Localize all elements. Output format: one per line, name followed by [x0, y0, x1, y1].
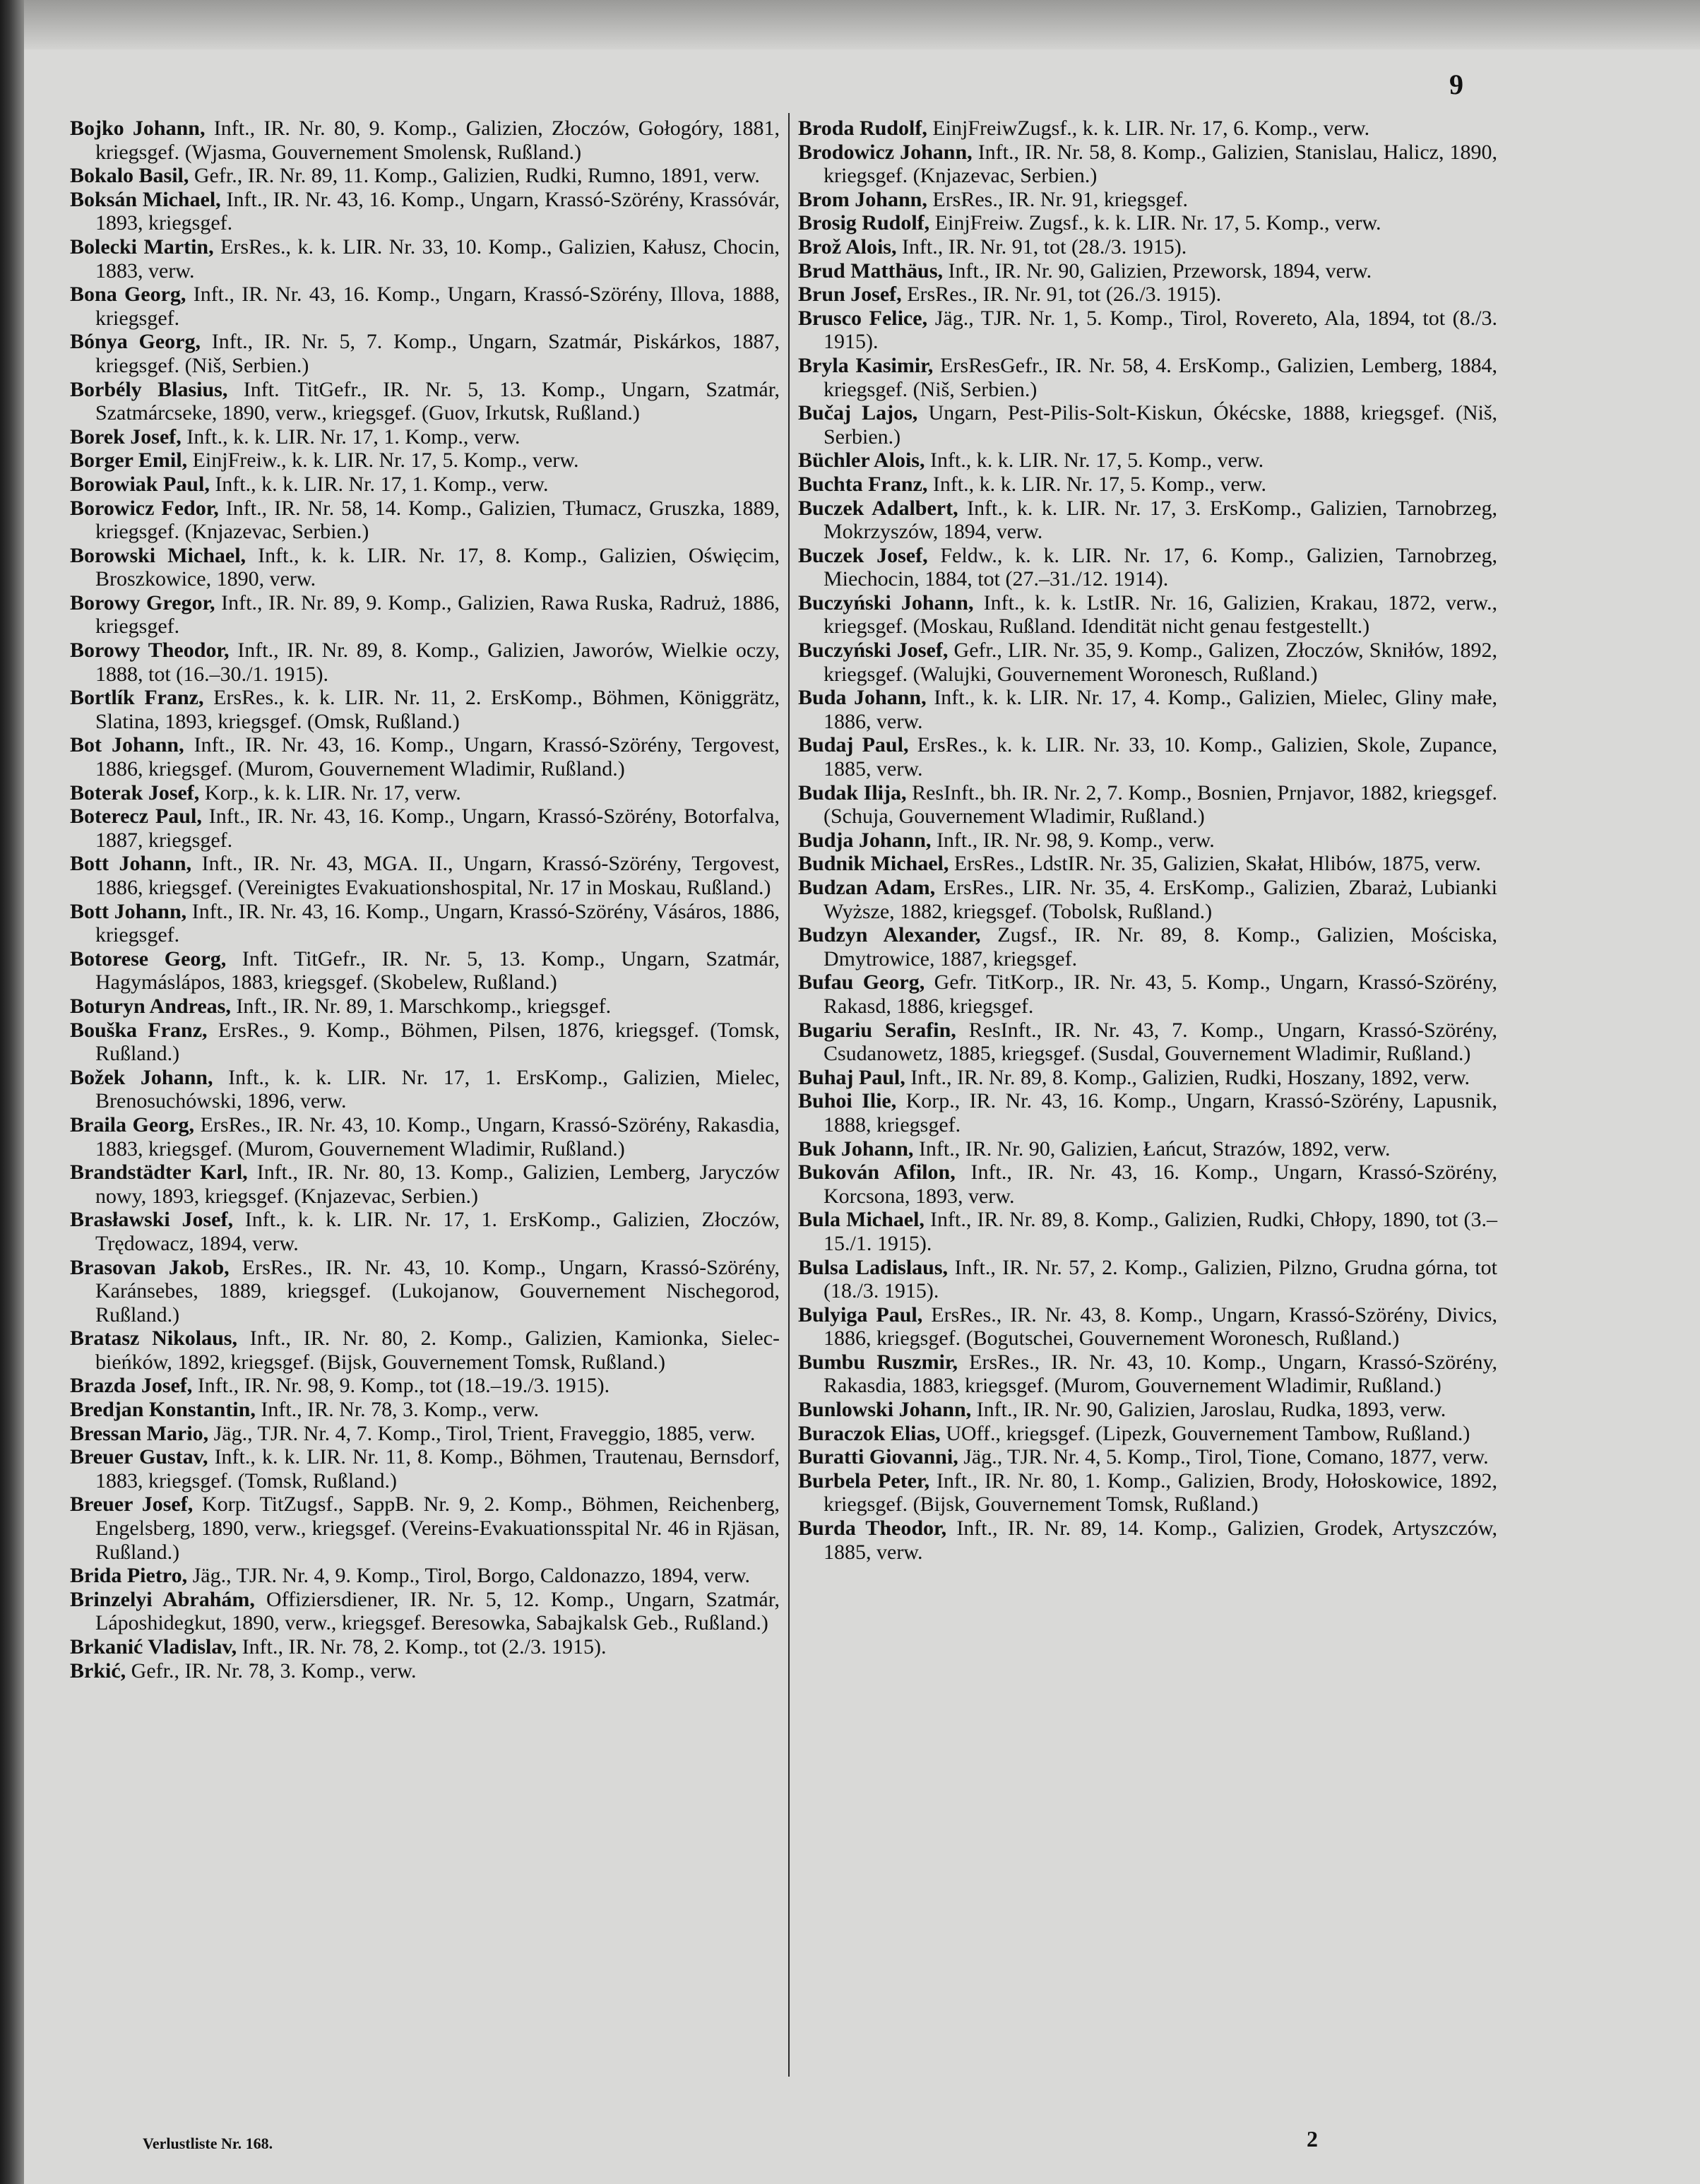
- entry-name: Bolecki Martin,: [70, 235, 214, 259]
- entry-name: Breuer Gustav,: [70, 1445, 208, 1469]
- entry-name: Boterak Josef,: [70, 781, 200, 805]
- list-entry: [798, 852, 1497, 876]
- entry-name: Brodowicz Johann,: [798, 140, 973, 164]
- list-entry: [70, 449, 780, 473]
- entry-details: Inft., IR. Nr. 5, 7. Komp., Ungarn, Szatmár, Piskárkos, 1887, kriegsgef. (Niš, Serbien.): [95, 330, 780, 377]
- entry-details: Inft., IR. Nr. 80, 13. Komp., Galizien, Lemberg, Jaryczów nowy, 1893, kriegsgef. (Knjazevac, Serbien.): [95, 1161, 780, 1208]
- entry-details: Ungarn, Pest-Pilis-Solt-Kiskun, Ókécske, 1888, kriegsgef. (Niš, Serbien.): [824, 401, 1498, 449]
- entry-name: Buhoi Ilie,: [798, 1089, 897, 1113]
- list-entry: [70, 425, 780, 449]
- entry-name: Buraczok Elias,: [798, 1421, 941, 1445]
- entry-details: EinjFreiw. Zugsf., k. k. LIR. Nr. 17, 5. Komp., verw.: [934, 211, 1381, 235]
- entry-name: Burda Theodor,: [798, 1517, 947, 1541]
- entry-details: Inft., IR. Nr. 80, 1. Komp., Galizien, Brody, Hołoskowice, 1892, kriegsgef. (Bijsk, Gouvernement Tomsk, Rußland.): [824, 1468, 1498, 1517]
- list-entry: [70, 1113, 780, 1161]
- entry-details: Inft., IR. Nr. 89, 9. Komp., Galizien, Rawa Ruska, Radruż, 1886, kriegsgef.: [95, 590, 780, 639]
- list-entry: [798, 876, 1497, 923]
- entry-details: Inft., k. k. LIR. Nr. 17, 1. Komp., verw.: [186, 425, 521, 449]
- entry-details: ErsRes., IR. Nr. 43, 8. Komp., Ungarn, Krassó-Szörény, Divics, 1886, kriegsgef. (Bogutschei, Gouvernement Woronesch, Rußland.): [824, 1302, 1497, 1351]
- entry-details: Inft., IR. Nr. 89, 8. Komp., Galizien, Jaworów, Wielkie oczy, 1888, tot (16.–30./1. 1915).: [95, 639, 780, 686]
- entry-name: Brosig Rudolf,: [798, 211, 930, 235]
- entry-details: ErsRes., IR. Nr. 43, 10. Komp., Ungarn, Krassó-Szörény, Rakasdia, 1883, kriegsgef. (Murom, Gouvernement Wladimir, Rußland.): [824, 1350, 1498, 1398]
- entry-details: Inft. TitGefr., IR. Nr. 5, 13. Komp., Ungarn, Szatmár, Hagymáslápos, 1883, kriegsgef. (Skobelew, Rußland.): [95, 946, 780, 995]
- list-entry: [798, 923, 1497, 971]
- list-entry: [798, 639, 1497, 686]
- entry-details: Inft., IR. Nr. 57, 2. Komp., Galizien, Pilzno, Grudna górna, tot (18./3. 1915).: [824, 1255, 1497, 1303]
- entry-name: Budzyn Alexander,: [798, 923, 981, 947]
- list-entry: [798, 1256, 1497, 1303]
- entry-name: Buchta Franz,: [798, 472, 928, 496]
- entry-details: Jäg., TJR. Nr. 1, 5. Komp., Tirol, Rovereto, Ala, 1894, tot (8./3. 1915).: [824, 306, 1498, 354]
- list-entry: [70, 686, 780, 733]
- signature-mark: 2: [1307, 2126, 1318, 2152]
- entry-name: Buczyński Johann,: [798, 590, 974, 615]
- list-entry: [798, 1422, 1497, 1446]
- entry-details: Feldw., k. k. LIR. Nr. 17, 6. Komp., Galizien, Tarnobrzeg, Miechocin, 1884, tot (27.–31./12. 1914).: [824, 543, 1498, 591]
- list-entry: [70, 330, 780, 377]
- list-entry: [70, 781, 780, 805]
- list-entry: [798, 283, 1497, 307]
- list-entry: [798, 1351, 1497, 1398]
- list-entry: [70, 1659, 780, 1683]
- entry-name: Bukován Afilon,: [798, 1161, 956, 1185]
- list-entry: [70, 1208, 780, 1255]
- entry-details: EinjFreiwZugsf., k. k. LIR. Nr. 17, 6. Komp., verw.: [932, 117, 1370, 140]
- list-entry: [798, 235, 1497, 259]
- list-entry: [798, 307, 1497, 354]
- list-entry: [798, 1303, 1497, 1351]
- entry-name: Bula Michael,: [798, 1208, 925, 1232]
- list-entry: [70, 1019, 780, 1066]
- list-entry: [70, 1635, 780, 1659]
- entry-details: Inft., IR. Nr. 90, Galizien, Łańcut, Strazów, 1892, verw.: [918, 1136, 1391, 1161]
- entry-details: Offiziersdiener, IR. Nr. 5, 12. Komp., Ungarn, Szatmár, Láposhidegkut, 1890, verw., kriegsgef. Beresowka, Sabajkalsk Geb., Rußland.): [95, 1587, 780, 1635]
- list-entry: [798, 686, 1497, 733]
- list-entry: [70, 1588, 780, 1635]
- entry-name: Budja Johann,: [798, 828, 932, 852]
- entry-name: Bredjan Konstantin,: [70, 1398, 256, 1422]
- entry-name: Boturyn Andreas,: [70, 994, 231, 1018]
- entry-details: ErsRes., k. k. LIR. Nr. 33, 10. Komp., Galizien, Kałusz, Chocin, 1883, verw.: [95, 235, 780, 283]
- entry-details: ResInft., bh. IR. Nr. 2, 7. Komp., Bosnien, Prnjavor, 1882, kriegsgef. (Schuja, Gouvernement Wladimir, Rußland.): [824, 781, 1497, 829]
- page-number: 9: [1449, 69, 1463, 100]
- list-entry: [70, 1564, 780, 1588]
- entry-name: Borowicz Fedor,: [70, 496, 219, 520]
- entry-details: ErsRes., IR. Nr. 91, kriegsgef.: [932, 187, 1188, 211]
- entry-name: Borbély Blasius,: [70, 377, 228, 401]
- list-entry: [798, 1066, 1497, 1090]
- entry-details: Inft., IR. Nr. 43, MGA. II., Ungarn, Krassó-Szörény, Tergovest, 1886, kriegsgef. (Vereinigtes Evakuationshospital, Nr. 17 in Moskau, Rußland.): [95, 852, 780, 899]
- entry-name: Brud Matthäus,: [798, 259, 944, 283]
- list-entry: [798, 1019, 1497, 1066]
- entry-name: Breuer Josef,: [70, 1492, 194, 1517]
- entry-details: Inft. TitGefr., IR. Nr. 5, 13. Komp., Ungarn, Szatmár, Szatmárcseke, 1890, verw., kriegsgef. (Guov, Irkutsk, Rußland.): [95, 377, 780, 425]
- entry-details: Inft., IR. Nr. 78, 2. Komp., tot (2./3. 1915).: [242, 1635, 607, 1658]
- list-entry: [70, 473, 780, 497]
- entry-details: Korp. TitZugsf., SappB. Nr. 9, 2. Komp., Böhmen, Reichenberg, Engelsberg, 1890, verw., kriegsgef. (Vereins-Evakuationsspital Nr. 46 in Rjäsan, Rußland.): [95, 1492, 780, 1564]
- entry-details: Inft., IR. Nr. 80, 2. Komp., Galizien, Kamionka, Sielec-bieńków, 1892, kriegsgef. (Bijsk, Gouvernement Tomsk, Rußland.): [95, 1327, 780, 1374]
- entry-name: Bulsa Ladislaus,: [798, 1255, 949, 1279]
- list-entry: [798, 1398, 1497, 1422]
- scan-binding-edge: [0, 0, 24, 2184]
- list-entry: [798, 1517, 1497, 1564]
- entry-details: Gefr., LIR. Nr. 35, 9. Komp., Galizen, Złoczów, Skniłów, 1892, kriegsgef. (Walujki, Gouvernement Woronesch, Rußland.): [824, 639, 1498, 686]
- entry-details: Jäg., TJR. Nr. 4, 7. Komp., Tirol, Trient, Fraveggio, 1885, verw.: [213, 1421, 756, 1445]
- entry-details: Inft., k. k. LIR. Nr. 17, 1. ErsKomp., Galizien, Mielec, Brenosuchówski, 1896, verw.: [95, 1065, 780, 1113]
- entry-details: Inft., IR. Nr. 89, 14. Komp., Galizien, Grodek, Artyszczów, 1885, verw.: [824, 1517, 1497, 1564]
- entry-name: Boterecz Paul,: [70, 805, 202, 829]
- list-entry: [798, 401, 1497, 449]
- entry-name: Budnik Michael,: [798, 852, 949, 876]
- entry-name: Brandstädter Karl,: [70, 1161, 248, 1185]
- entry-details: Inft., IR. Nr. 43, 16. Komp., Ungarn, Krassó-Szörény, Tergovest, 1886, kriegsgef. (Murom, Gouvernement Wladimir, Rußland.): [95, 733, 780, 781]
- entry-details: Gefr. TitKorp., IR. Nr. 43, 5. Komp., Ungarn, Krassó-Szörény, Rakasd, 1886, kriegsgef.: [824, 971, 1498, 1018]
- list-entry: [798, 1089, 1497, 1136]
- entry-name: Buk Johann,: [798, 1136, 914, 1161]
- entry-name: Burbela Peter,: [798, 1468, 930, 1492]
- list-entry: [70, 852, 780, 899]
- entry-name: Buczek Adalbert,: [798, 496, 958, 520]
- entry-details: ErsRes., LdstIR. Nr. 35, Galizien, Skałat, Hlibów, 1875, verw.: [953, 852, 1481, 876]
- list-entry: [798, 259, 1497, 283]
- list-entry: [798, 473, 1497, 497]
- entry-details: ErsRes., IR. Nr. 43, 10. Komp., Ungarn, Krassó-Szörény, Karánsebes, 1889, kriegsgef. (Lukojanow, Gouvernement Nischegorod, Rußland.): [95, 1255, 780, 1327]
- list-entry: [798, 1469, 1497, 1517]
- entry-name: Brasovan Jakob,: [70, 1255, 230, 1279]
- entry-name: Brun Josef,: [798, 283, 902, 307]
- entry-details: Gefr., IR. Nr. 89, 11. Komp., Galizien, Rudki, Rumno, 1891, verw.: [194, 164, 760, 188]
- list-entry: [70, 1161, 780, 1208]
- list-entry: [70, 733, 780, 781]
- list-entry: [70, 947, 780, 995]
- entry-details: Inft., IR. Nr. 89, 8. Komp., Galizien, Rudki, Chłopy, 1890, tot (3.–15./1. 1915).: [824, 1208, 1497, 1255]
- entry-name: Bryla Kasimir,: [798, 353, 934, 377]
- list-entry: [798, 544, 1497, 591]
- entry-details: Inft., IR. Nr. 91, tot (28./3. 1915).: [901, 235, 1187, 259]
- entry-name: Buczek Josef,: [798, 543, 928, 567]
- entry-details: Inft., IR. Nr. 80, 9. Komp., Galizien, Złoczów, Gołogóry, 1881, kriegsgef. (Wjasma, Gouvernement Smolensk, Rußland.): [95, 117, 780, 164]
- list-entry: [798, 1137, 1497, 1161]
- entry-name: Bona Georg,: [70, 283, 186, 307]
- entry-name: Brom Johann,: [798, 187, 927, 211]
- entry-details: ResInft., IR. Nr. 43, 7. Komp., Ungarn, Krassó-Szörény, Csudanowetz, 1885, kriegsgef. (Susdal, Gouvernement Wladimir, Rußland.): [824, 1018, 1497, 1066]
- entry-name: Brož Alois,: [798, 235, 897, 259]
- list-entry: [70, 1066, 780, 1113]
- footer-list-number: Verlustliste Nr. 168.: [143, 2135, 273, 2152]
- list-entry: [70, 497, 780, 544]
- entry-name: Broda Rudolf,: [798, 117, 927, 140]
- entry-details: ErsRes., k. k. LIR. Nr. 11, 2. ErsKomp., Böhmen, Königgrätz, Slatina, 1893, kriegsgef. (Omsk, Rußland.): [95, 686, 780, 733]
- list-entry: [70, 1492, 780, 1564]
- entry-name: Büchler Alois,: [798, 449, 925, 473]
- list-entry: [70, 1422, 780, 1446]
- entry-details: Inft., IR. Nr. 90, Galizien, Przeworsk, 1894, verw.: [948, 259, 1372, 283]
- list-entry: [70, 900, 780, 947]
- entry-name: Borowy Theodor,: [70, 639, 230, 663]
- entry-details: Inft., k. k. LIR. Nr. 17, 5. Komp., verw.: [932, 472, 1266, 496]
- entry-name: Bot Johann,: [70, 733, 184, 757]
- entry-name: Budzan Adam,: [798, 876, 936, 899]
- list-entry: [798, 211, 1497, 235]
- entry-details: ErsRes., k. k. LIR. Nr. 33, 10. Komp., Galizien, Skole, Zupance, 1885, verw.: [824, 733, 1498, 781]
- entry-details: Inft., k. k. LIR. Nr. 11, 8. Komp., Böhmen, Trautenau, Bernsdorf, 1883, kriegsgef. (Tomsk, Rußland.): [95, 1445, 780, 1492]
- entry-details: Jäg., TJR. Nr. 4, 5. Komp., Tirol, Tione, Comano, 1877, verw.: [963, 1445, 1489, 1469]
- list-entry: [798, 1208, 1497, 1255]
- list-entry: [70, 1327, 780, 1374]
- entry-name: Bokalo Basil,: [70, 164, 189, 188]
- entry-details: Inft., IR. Nr. 78, 3. Komp., verw.: [261, 1398, 540, 1422]
- entry-name: Brkanić Vladislav,: [70, 1635, 237, 1658]
- entry-name: Bott Johann,: [70, 899, 187, 923]
- entry-name: Borger Emil,: [70, 449, 188, 473]
- entry-name: Boksán Michael,: [70, 187, 221, 211]
- entry-details: Korp., IR. Nr. 43, 16. Komp., Ungarn, Krassó-Szörény, Lapusnik, 1888, kriegsgef.: [824, 1089, 1498, 1136]
- list-entry: [798, 829, 1497, 853]
- entry-name: Bulyiga Paul,: [798, 1302, 923, 1327]
- entry-name: Borowy Gregor,: [70, 590, 215, 615]
- entry-name: Bojko Johann,: [70, 117, 206, 140]
- entry-name: Bumbu Ruszmir,: [798, 1350, 958, 1374]
- entry-details: Jäg., TJR. Nr. 4, 9. Komp., Tirol, Borgo, Caldonazzo, 1894, verw.: [192, 1564, 751, 1588]
- entry-details: ErsRes., LIR. Nr. 35, 4. ErsKomp., Galizien, Zbaraż, Lubianki Wyższe, 1882, kriegsgef. (Tobolsk, Rußland.): [824, 876, 1497, 923]
- entry-details: Inft., IR. Nr. 98, 9. Komp., verw.: [936, 828, 1215, 852]
- entry-name: Borowski Michael,: [70, 543, 246, 567]
- entry-details: Inft., IR. Nr. 43, 16. Komp., Ungarn, Krassó-Szörény, Korcsona, 1893, verw.: [824, 1161, 1497, 1208]
- entry-details: ErsRes., IR. Nr. 43, 10. Komp., Ungarn, Krassó-Szörény, Rakasdia, 1883, kriegsgef. (Murom, Gouvernement Wladimir, Rußland.): [95, 1112, 780, 1161]
- document-page: [24, 0, 1700, 2184]
- list-entry: [798, 141, 1497, 188]
- entry-details: Inft., IR. Nr. 89, 8. Komp., Galizien, Rudki, Hoszany, 1892, verw.: [910, 1065, 1470, 1089]
- entry-details: Inft., IR. Nr. 58, 8. Komp., Galizien, Stanislau, Halicz, 1890, kriegsgef. (Knjazevac, Serbien.): [824, 140, 1497, 188]
- entry-details: Inft., IR. Nr. 58, 14. Komp., Galizien, Tłumacz, Gruszka, 1889, kriegsgef. (Knjazevac, Serbien.): [95, 496, 780, 544]
- column-divider: [788, 113, 790, 2077]
- list-entry: [798, 781, 1497, 829]
- list-entry: [70, 1398, 780, 1422]
- entry-name: Brasławski Josef,: [70, 1208, 233, 1232]
- entry-name: Bratasz Nikolaus,: [70, 1327, 237, 1351]
- entry-name: Borowiak Paul,: [70, 472, 210, 496]
- entry-name: Buda Johann,: [798, 686, 927, 710]
- entry-name: Bouška Franz,: [70, 1018, 208, 1042]
- list-entry: [70, 188, 780, 235]
- list-entry: [798, 1445, 1497, 1469]
- entry-details: Inft., IR. Nr. 98, 9. Komp., tot (18.–19./3. 1915).: [197, 1374, 610, 1398]
- entry-details: Zugsf., IR. Nr. 89, 8. Komp., Galizien, Mościska, Dmytrowice, 1887, kriegsgef.: [824, 923, 1497, 971]
- list-entry: [798, 971, 1497, 1018]
- entry-details: Inft., IR. Nr. 43, 16. Komp., Ungarn, Krassó-Szörény, Vásáros, 1886, kriegsgef.: [95, 899, 780, 947]
- list-entry: [70, 1445, 780, 1492]
- entry-name: Brazda Josef,: [70, 1374, 193, 1398]
- entry-details: Korp., k. k. LIR. Nr. 17, verw.: [204, 781, 461, 805]
- entry-details: Inft., k. k. LIR. Nr. 17, 3. ErsKomp., Galizien, Tarnobrzeg, Mokrzyszów, 1894, verw.: [824, 496, 1497, 544]
- entry-details: Inft., k. k. LIR. Nr. 17, 5. Komp., verw.: [929, 449, 1264, 473]
- list-entry: [798, 188, 1497, 212]
- list-entry: [70, 117, 780, 164]
- entry-details: Inft., IR. Nr. 43, 16. Komp., Ungarn, Krassó-Szörény, Illova, 1888, kriegsgef.: [95, 283, 780, 330]
- entry-name: Bott Johann,: [70, 852, 192, 876]
- left-column: [70, 117, 780, 1682]
- right-column: [798, 117, 1497, 1564]
- entry-details: Inft., k. k. LIR. Nr. 17, 1. Komp., verw.: [215, 472, 549, 496]
- entry-name: Brusco Felice,: [798, 306, 928, 330]
- entry-name: Brinzelyi Abrahám,: [70, 1587, 255, 1611]
- entry-details: UOff., kriegsgef. (Lipezk, Gouvernement Tambow, Rußland.): [946, 1421, 1470, 1445]
- entry-name: Brkić,: [70, 1658, 126, 1682]
- list-entry: [798, 497, 1497, 544]
- entry-details: Inft., IR. Nr. 90, Galizien, Jaroslau, Rudka, 1893, verw.: [976, 1398, 1446, 1422]
- entry-name: Božek Johann,: [70, 1065, 213, 1089]
- list-entry: [70, 1374, 780, 1398]
- entry-details: EinjFreiw., k. k. LIR. Nr. 17, 5. Komp., verw.: [192, 449, 579, 473]
- entry-name: Bortlík Franz,: [70, 686, 204, 710]
- list-entry: [70, 164, 780, 188]
- entry-details: Gefr., IR. Nr. 78, 3. Komp., verw.: [131, 1658, 417, 1682]
- entry-details: Inft., k. k. LIR. Nr. 17, 8. Komp., Galizien, Oświęcim, Broszkowice, 1890, verw.: [95, 543, 780, 591]
- entry-name: Budaj Paul,: [798, 733, 909, 757]
- list-entry: [798, 591, 1497, 639]
- entry-details: Inft., k. k. LIR. Nr. 17, 4. Komp., Galizien, Mielec, Gliny małe, 1886, verw.: [824, 686, 1498, 733]
- list-entry: [70, 283, 780, 330]
- entry-details: Inft., k. k. LIR. Nr. 17, 1. ErsKomp., Galizien, Złoczów, Trędowacz, 1894, verw.: [95, 1208, 780, 1255]
- entry-name: Buratti Giovanni,: [798, 1445, 958, 1469]
- entry-name: Buhaj Paul,: [798, 1065, 905, 1089]
- entry-name: Bressan Mario,: [70, 1421, 209, 1445]
- entry-name: Bučaj Lajos,: [798, 401, 918, 425]
- list-entry: [70, 805, 780, 852]
- list-entry: [70, 544, 780, 591]
- entry-name: Buczyński Josef,: [798, 639, 949, 663]
- list-entry: [798, 354, 1497, 401]
- entry-details: Inft., IR. Nr. 89, 1. Marschkomp., kriegsgef.: [236, 994, 612, 1018]
- list-entry: [70, 995, 780, 1019]
- entry-name: Budak Ilija,: [798, 781, 907, 805]
- list-entry: [70, 639, 780, 686]
- list-entry: [798, 117, 1497, 141]
- entry-details: Inft., k. k. LstIR. Nr. 16, Galizien, Krakau, 1872, verw., kriegsgef. (Moskau, Rußland. Idendität nicht genau festgestellt.): [824, 590, 1498, 639]
- entry-name: Bónya Georg,: [70, 330, 201, 354]
- list-entry: [798, 449, 1497, 473]
- list-entry: [798, 733, 1497, 781]
- entry-details: Inft., IR. Nr. 43, 16. Komp., Ungarn, Krassó-Szörény, Botorfalva, 1887, kriegsgef.: [95, 805, 780, 852]
- entry-name: Borek Josef,: [70, 425, 182, 449]
- entry-name: Bufau Georg,: [798, 971, 925, 995]
- entry-details: ErsRes., IR. Nr. 91, tot (26./3. 1915).: [907, 283, 1222, 307]
- entry-name: Bunlowski Johann,: [798, 1398, 972, 1422]
- list-entry: [70, 378, 780, 425]
- entry-details: ErsResGefr., IR. Nr. 58, 4. ErsKomp., Galizien, Lemberg, 1884, kriegsgef. (Niš, Serbien.): [824, 353, 1497, 401]
- entry-name: Bugariu Serafin,: [798, 1018, 956, 1042]
- list-entry: [70, 591, 780, 639]
- entry-name: Brida Pietro,: [70, 1564, 188, 1588]
- entry-name: Braila Georg,: [70, 1112, 195, 1136]
- list-entry: [70, 235, 780, 283]
- entry-details: Inft., IR. Nr. 43, 16. Komp., Ungarn, Krassó-Szörény, Krassóvár, 1893, kriegsgef.: [95, 187, 780, 235]
- entry-name: Botorese Georg,: [70, 946, 227, 971]
- list-entry: [70, 1256, 780, 1327]
- list-entry: [798, 1161, 1497, 1208]
- entry-details: ErsRes., 9. Komp., Böhmen, Pilsen, 1876, kriegsgef. (Tomsk, Rußland.): [95, 1018, 780, 1066]
